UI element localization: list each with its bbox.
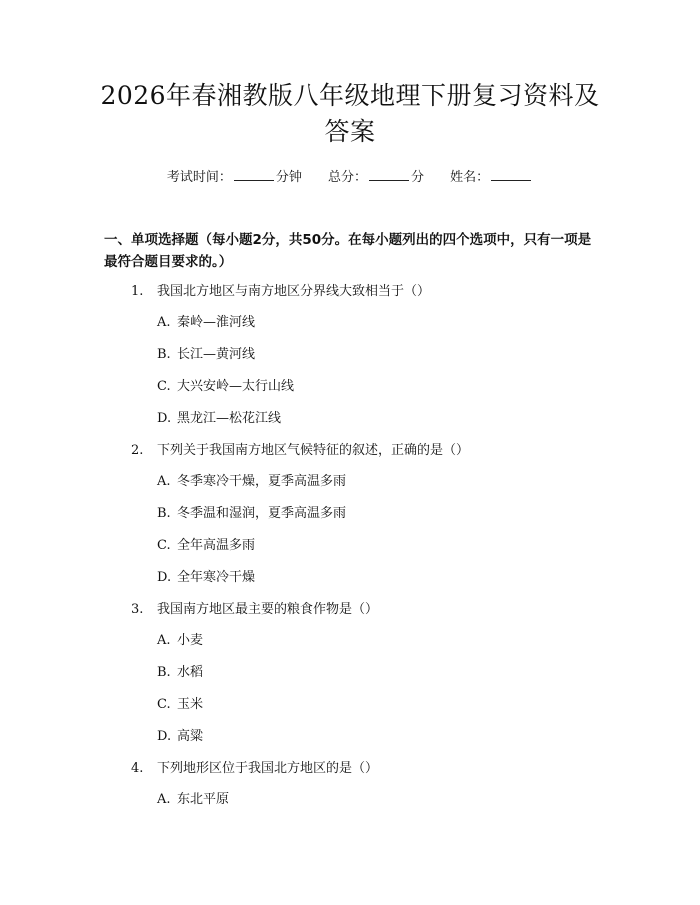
option-letter: A. — [157, 474, 171, 489]
option-letter: A. — [157, 633, 171, 648]
question-number: 3. — [131, 602, 144, 617]
option-letter: A. — [157, 792, 171, 807]
exam-time-label: 考试时间： — [166, 170, 232, 185]
question-2 — [131, 442, 469, 460]
question-4 — [131, 760, 378, 778]
total-score-label: 总分： — [327, 170, 367, 185]
total-score-blank — [369, 169, 409, 181]
question-number: 1. — [131, 284, 144, 299]
option-letter: B. — [157, 665, 171, 680]
question-number: 4. — [131, 761, 144, 776]
question-4-option-a — [157, 791, 229, 809]
option-text: 小麦 — [177, 633, 204, 648]
student-name-field — [450, 168, 533, 188]
option-letter: C. — [157, 697, 171, 712]
question-text: 我国北方地区与南方地区分界线大致相当于（） — [157, 284, 431, 299]
student-name-blank — [491, 169, 531, 181]
question-text: 下列地形区位于我国北方地区的是（） — [157, 761, 379, 776]
question-1-option-d — [157, 410, 281, 428]
total-score-field — [328, 168, 424, 188]
question-text: 下列关于我国南方地区气候特征的叙述，正确的是（） — [157, 443, 470, 458]
option-letter: B. — [157, 347, 171, 362]
document-title: 2026年春湘教版八年级地理下册复习资料及答案 — [100, 81, 600, 146]
option-letter: A. — [157, 315, 171, 330]
option-text: 秦岭—淮河线 — [177, 315, 256, 330]
question-2-option-c — [157, 537, 255, 555]
exam-time-blank — [234, 169, 274, 181]
question-text: 我国南方地区最主要的粮食作物是（） — [157, 602, 379, 617]
option-text: 东北平原 — [177, 792, 230, 807]
question-3-option-b — [157, 664, 203, 682]
option-text: 长江—黄河线 — [177, 347, 256, 362]
option-letter: C. — [157, 538, 171, 553]
question-number: 2. — [131, 443, 144, 458]
option-text: 水稻 — [177, 665, 204, 680]
option-text: 高粱 — [177, 729, 204, 744]
option-text: 玉米 — [177, 697, 204, 712]
option-letter: D. — [157, 570, 172, 585]
question-3-option-d — [157, 728, 203, 746]
option-letter: D. — [157, 411, 172, 426]
question-1 — [131, 283, 430, 301]
student-name-label: 姓名： — [450, 170, 490, 185]
option-text: 全年寒冷干燥 — [177, 570, 256, 585]
question-2-option-d — [157, 569, 255, 587]
question-2-option-b — [157, 505, 346, 523]
question-3-option-a — [157, 632, 203, 650]
section-heading: 一、单项选择题（每小题2分，共50分。在每小题列出的四个选项中，只有一项是最符合题目要求的。） — [104, 232, 592, 270]
option-text: 大兴安岭—太行山线 — [177, 379, 295, 394]
exam-meta-line — [0, 168, 700, 188]
question-3 — [131, 601, 378, 619]
question-2-option-a — [157, 473, 346, 491]
total-score-unit: 分 — [411, 170, 425, 185]
question-1-option-a — [157, 314, 255, 332]
question-3-option-c — [157, 696, 203, 714]
option-text: 黑龙江—松花江线 — [177, 411, 282, 426]
option-letter: B. — [157, 506, 171, 521]
exam-time-unit: 分钟 — [275, 170, 302, 185]
option-text: 全年高温多雨 — [177, 538, 256, 553]
option-letter: C. — [157, 379, 171, 394]
option-letter: D. — [157, 729, 172, 744]
question-1-option-b — [157, 346, 255, 364]
option-text: 冬季寒冷干燥，夏季高温多雨 — [177, 474, 347, 489]
question-1-option-c — [157, 378, 294, 396]
option-text: 冬季温和湿润，夏季高温多雨 — [177, 506, 347, 521]
exam-time-field — [167, 168, 302, 188]
